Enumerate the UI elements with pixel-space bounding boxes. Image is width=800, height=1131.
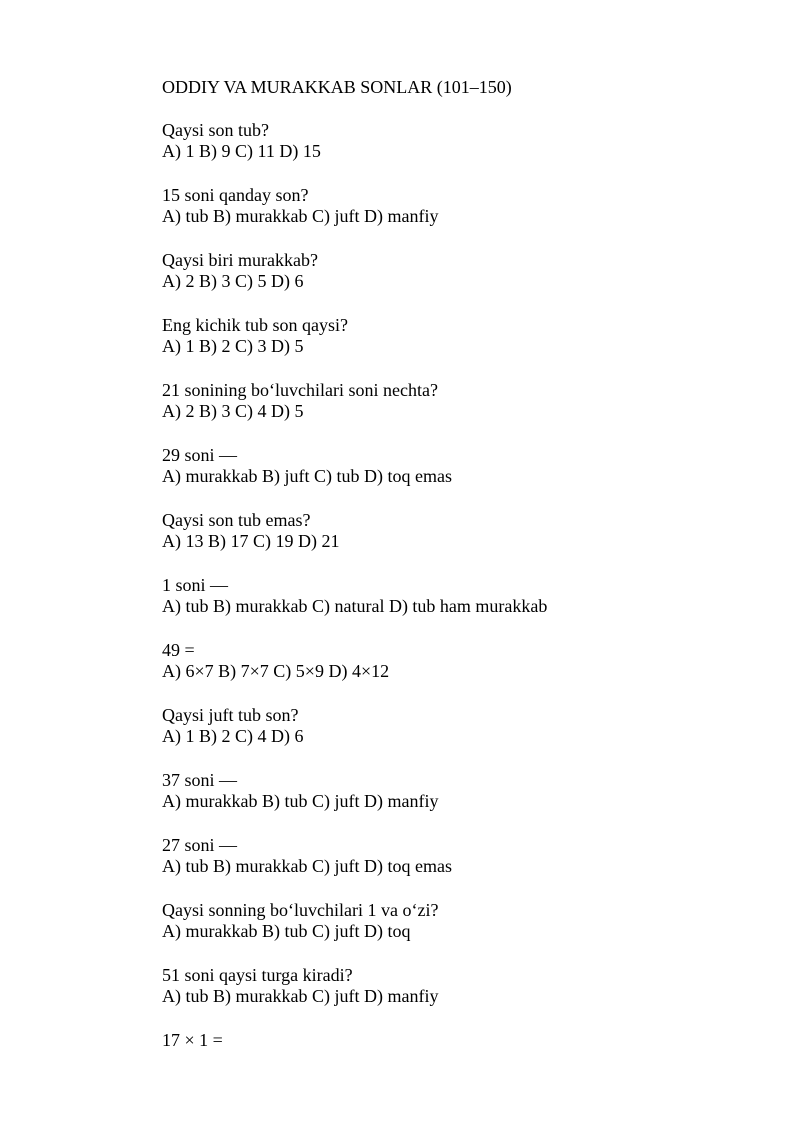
question-5 [162,379,762,444]
answer-options: A) 1 B) 2 C) 4 D) 6 [162,726,304,746]
answer-options: A) tub B) murakkab C) natural D) tub ham murakkab [162,596,548,616]
question-text: 21 sonining bo‘luvchilari soni nechta? [162,380,438,400]
question-8 [162,574,762,639]
answer-options: A) tub B) murakkab C) juft D) manfiy [162,986,439,1006]
question-text: Qaysi son tub? [162,120,269,140]
answer-options: A) tub B) murakkab C) juft D) manfiy [162,206,439,226]
question-14 [162,964,762,1029]
answer-options: A) murakkab B) tub C) juft D) toq [162,921,411,941]
question-15 [162,1029,762,1094]
question-text: 49 = [162,640,195,660]
question-text: 27 soni — [162,835,238,855]
question-7 [162,509,762,574]
question-text: Eng kichik tub son qaysi? [162,315,348,335]
answer-options: A) 6×7 B) 7×7 C) 5×9 D) 4×12 [162,661,390,681]
question-10 [162,704,762,769]
question-text: Qaysi son tub emas? [162,510,311,530]
question-text: 37 soni — [162,770,238,790]
question-13 [162,899,762,964]
question-text: Qaysi biri murakkab? [162,250,318,270]
question-2 [162,184,762,249]
answer-options: A) 2 B) 3 C) 5 D) 6 [162,271,304,291]
answer-options: A) tub B) murakkab C) juft D) toq emas [162,856,452,876]
question-4 [162,314,762,379]
document-page [162,76,762,1094]
answer-options: A) murakkab B) juft C) tub D) toq emas [162,466,452,486]
question-6 [162,444,762,509]
question-11 [162,769,762,834]
question-3 [162,249,762,314]
answer-options: A) 1 B) 2 C) 3 D) 5 [162,336,304,356]
question-text: 1 soni — [162,575,229,595]
question-12 [162,834,762,899]
question-text: Qaysi sonning bo‘luvchilari 1 va o‘zi? [162,900,439,920]
question-text: 29 soni — [162,445,238,465]
question-text: 51 soni qaysi turga kiradi? [162,965,353,985]
question-text: Qaysi juft tub son? [162,705,299,725]
question-9 [162,639,762,704]
document-title: ODDIY VA MURAKKAB SONLAR (101–150) [162,77,512,97]
question-text: 15 soni qanday son? [162,185,309,205]
question-1 [162,119,762,184]
answer-options: A) 2 B) 3 C) 4 D) 5 [162,401,304,421]
answer-options: A) 1 B) 9 C) 11 D) 15 [162,141,321,161]
answer-options: A) murakkab B) tub C) juft D) manfiy [162,791,439,811]
answer-options: A) 13 B) 17 C) 19 D) 21 [162,531,340,551]
question-text: 17 × 1 = [162,1030,223,1050]
answer-options [162,1051,762,1072]
